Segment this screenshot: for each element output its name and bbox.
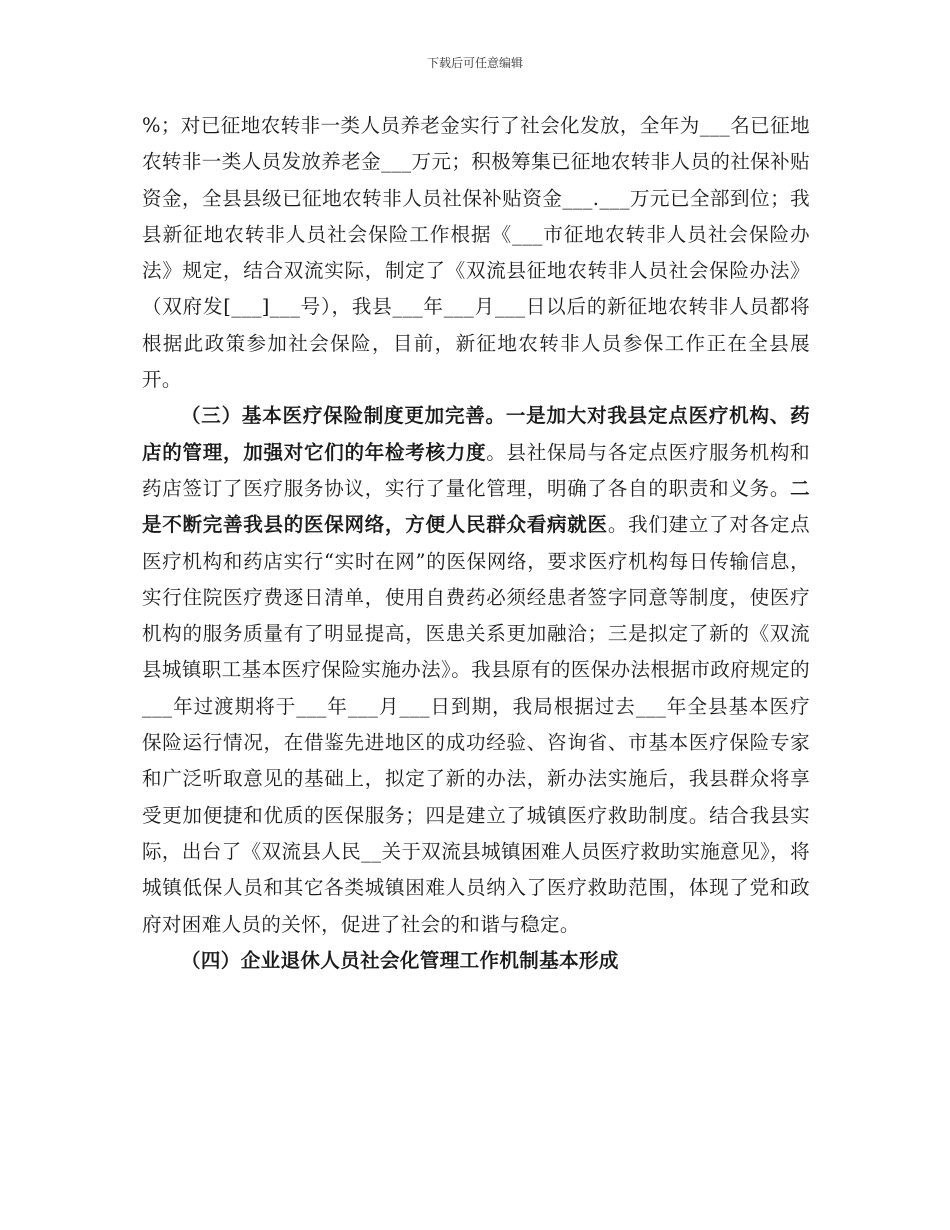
bold-heading-medical: （三）基本医疗保险制度更加完善。一是加大对我县定点医疗机构、药店的管理，加强对它们的年检考核力度 — [142, 404, 810, 464]
section-heading-text: （四）企业退休人员社会化管理工作机制基本形成 — [181, 948, 619, 972]
paragraph-text: 。县社保局与各定点医疗服务机构和药店签订了医疗服务协议，实行了量化管理，明确了各自的职责和义务。 — [142, 440, 810, 500]
page-header: 下载后可任意编辑 — [426, 56, 523, 70]
paragraph-medical-insurance — [142, 398, 810, 942]
bold-point-network: 二是不断完善我县的医保网络，方便人民群众看病就医 — [142, 476, 810, 537]
section-heading-retirees — [142, 943, 810, 979]
paragraph-text: 。我们建立了对各定点医疗机构和药店实行“实时在网”的医保网络，要求医疗机构每日传输信息，实行住院医疗费逐日清单，使用自费药必须经患者签字同意等制度，使医疗机构的服务质量有了明显提高，医患关系更加融洽；三是拟定了新的《双流县城镇职工基本医疗保险实施办法》。我县原有的医保办法根据市政府规定的___年过渡期将于___年___月___日到期，我局根据过去___年全县基本医疗保险运行情况，在借鉴先进地区的成功经验、咨询省、市基本医疗保险专家和广泛听取意见的基础上，拟定了新的办法，新办法实施后，我县群众将享受更加便捷和优质的医保服务；四是建立了城镇医疗救助制度。结合我县实际，出台了《双流县人民__关于双流县城镇困难人员医疗救助实施意见》，将城镇低保人员和其它各类城镇困难人员纳入了医疗救助范围，体现了党和政府对困难人员的关怀，促进了社会的和谐与稳定。 — [142, 513, 810, 936]
paragraph-pension: %；对已征地农转非一类人员养老金实行了社会化发放，全年为___名已征地农转非一类人员发放养老金___万元；积极筹集已征地农转非人员的社保补贴资金，全县县级已征地农转非人员社保补贴资金___.___万元已全部到位；我县新征地农转非人员社会保险工作根据《___市征地农转非人员社会保险办法》规定，结合双流实际，制定了《双流县征地农转非人员社会保险办法》（双府发[___]___号），我县___年___月___日以后的新征地农转非人员都将根据此政策参加社会保险，目前，新征地农转非人员参保工作正在全县展开。 — [142, 114, 810, 392]
document-body — [142, 108, 810, 979]
